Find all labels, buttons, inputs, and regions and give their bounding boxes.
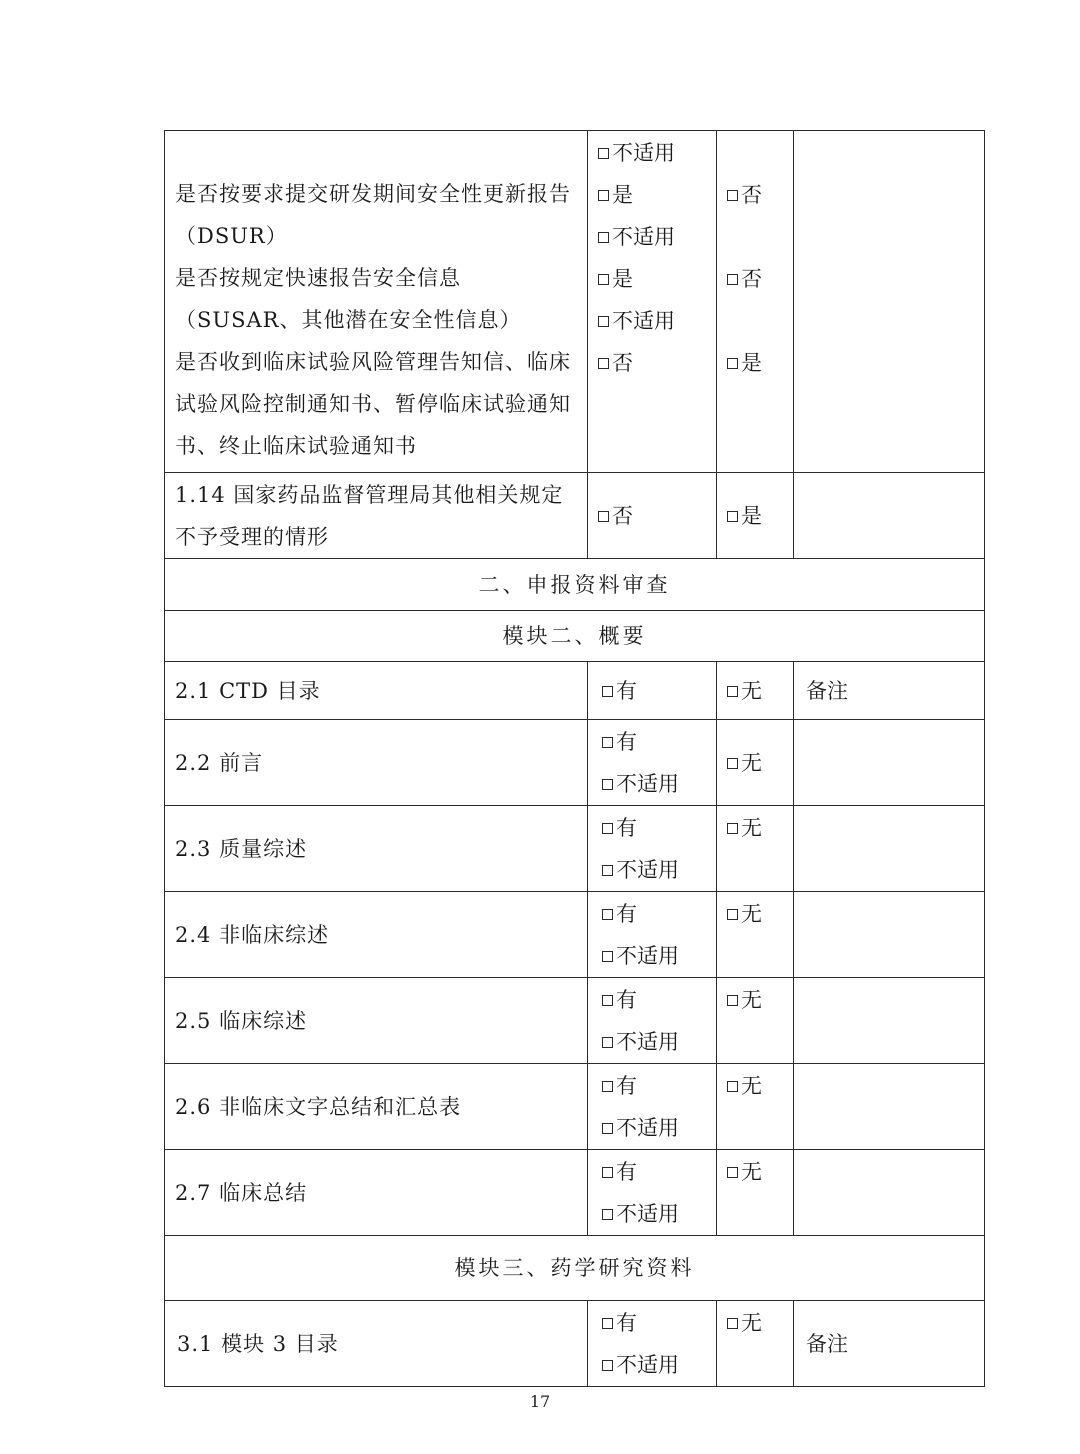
checkbox-icon[interactable]	[602, 686, 613, 697]
checkbox-icon[interactable]	[598, 358, 609, 369]
option[interactable]: 不适用	[602, 763, 716, 805]
option-cell	[588, 806, 717, 892]
option-cell	[717, 1301, 794, 1387]
checkbox-icon[interactable]	[602, 995, 613, 1006]
table-row	[165, 1301, 985, 1387]
option[interactable]: 否	[598, 495, 716, 537]
option-cell	[588, 1150, 717, 1236]
option[interactable]: 有	[602, 1065, 716, 1107]
option-cell	[588, 131, 717, 473]
checkbox-icon[interactable]	[602, 1318, 613, 1329]
option[interactable]: 有	[602, 893, 716, 935]
option[interactable]: 否	[598, 342, 716, 384]
note-cell[interactable]	[794, 978, 985, 1064]
option[interactable]: 无	[727, 1151, 793, 1193]
option[interactable]: 无	[727, 1065, 793, 1107]
item-cell: 2.7 临床总结	[165, 1150, 588, 1236]
checkbox-icon[interactable]	[602, 823, 613, 834]
module-heading: 模块二、概要	[165, 611, 985, 662]
table-row	[165, 1150, 985, 1236]
option[interactable]: 否	[727, 174, 793, 216]
option[interactable]: 无	[727, 807, 793, 849]
option[interactable]: 无	[727, 742, 793, 784]
option[interactable]: 不适用	[598, 300, 716, 342]
table-row	[165, 662, 985, 720]
option-cell	[717, 131, 794, 473]
checkbox-icon[interactable]	[602, 1209, 613, 1220]
checkbox-icon[interactable]	[598, 190, 609, 201]
option[interactable]: 无	[727, 893, 793, 935]
option-cell	[588, 892, 717, 978]
item-cell: 2.1 CTD 目录	[165, 662, 588, 720]
option[interactable]: 不适用	[602, 1344, 716, 1386]
checkbox-icon[interactable]	[727, 758, 738, 769]
option[interactable]: 是	[727, 495, 793, 537]
checkbox-icon[interactable]	[602, 1360, 613, 1371]
table-row	[165, 131, 985, 473]
note-cell[interactable]: 备注	[794, 1301, 985, 1387]
table-row	[165, 1236, 985, 1301]
checkbox-icon[interactable]	[598, 232, 609, 243]
checkbox-icon[interactable]	[727, 1081, 738, 1092]
option-cell	[717, 806, 794, 892]
checkbox-icon[interactable]	[598, 511, 609, 522]
table-row	[165, 978, 985, 1064]
option-cell	[717, 473, 794, 559]
checkbox-icon[interactable]	[598, 316, 609, 327]
option[interactable]: 不适用	[602, 1193, 716, 1235]
option-cell	[588, 978, 717, 1064]
table-row	[165, 720, 985, 806]
option[interactable]: 有	[602, 670, 716, 712]
checkbox-icon[interactable]	[602, 1123, 613, 1134]
option[interactable]: 不适用	[598, 132, 716, 174]
checkbox-icon[interactable]	[602, 951, 613, 962]
checkbox-icon[interactable]	[727, 358, 738, 369]
option[interactable]: 否	[727, 258, 793, 300]
checkbox-icon[interactable]	[602, 865, 613, 876]
item-cell: 1.14 国家药品监督管理局其他相关规定不予受理的情形	[165, 473, 588, 559]
table-row	[165, 892, 985, 978]
option-cell	[717, 1064, 794, 1150]
checkbox-icon[interactable]	[602, 1081, 613, 1092]
page-number: 17	[529, 1392, 551, 1411]
item-text-risk-notice: 是否收到临床试验风险管理告知信、临床试验风险控制通知书、暂停临床试验通知书、终止临床试验通知书	[175, 350, 571, 458]
option-cell	[588, 473, 717, 559]
option-cell	[717, 1150, 794, 1236]
note-cell[interactable]: 备注	[794, 662, 985, 720]
review-checklist-table	[164, 130, 985, 1387]
option-cell	[717, 720, 794, 806]
checkbox-icon[interactable]	[598, 274, 609, 285]
checkbox-icon[interactable]	[727, 909, 738, 920]
note-cell[interactable]	[794, 720, 985, 806]
note-cell[interactable]	[794, 806, 985, 892]
option-cell	[717, 978, 794, 1064]
checkbox-icon[interactable]	[727, 1318, 738, 1329]
table-row	[165, 473, 985, 559]
item-cell: 3.1 模块 3 目录	[165, 1301, 588, 1387]
option[interactable]: 不适用	[602, 1021, 716, 1063]
item-cell: 2.5 临床综述	[165, 978, 588, 1064]
option-cell	[588, 1301, 717, 1387]
table-row	[165, 1064, 985, 1150]
checkbox-icon[interactable]	[727, 995, 738, 1006]
option[interactable]: 有	[602, 979, 716, 1021]
item-cell	[165, 131, 588, 473]
option[interactable]: 不适用	[602, 1107, 716, 1149]
section-heading: 二、申报资料审查	[165, 559, 985, 611]
option[interactable]: 是	[598, 258, 716, 300]
item-cell: 2.3 质量综述	[165, 806, 588, 892]
table-row	[165, 806, 985, 892]
checkbox-icon[interactable]	[727, 823, 738, 834]
checkbox-icon[interactable]	[602, 779, 613, 790]
option[interactable]: 有	[602, 1151, 716, 1193]
option[interactable]: 有	[602, 807, 716, 849]
checkbox-icon[interactable]	[727, 190, 738, 201]
checkbox-icon[interactable]	[602, 1167, 613, 1178]
option-cell	[717, 662, 794, 720]
checkbox-icon[interactable]	[602, 737, 613, 748]
option-cell	[717, 892, 794, 978]
option-cell	[588, 1064, 717, 1150]
checkbox-icon[interactable]	[602, 909, 613, 920]
checkbox-icon[interactable]	[602, 1037, 613, 1048]
module-heading: 模块三、药学研究资料	[165, 1236, 985, 1301]
table-row	[165, 559, 985, 611]
option[interactable]: 无	[727, 1302, 793, 1344]
item-cell: 2.6 非临床文字总结和汇总表	[165, 1064, 588, 1150]
option[interactable]: 不适用	[598, 216, 716, 258]
option[interactable]: 是	[727, 342, 793, 384]
option[interactable]: 无	[727, 979, 793, 1021]
checkbox-icon[interactable]	[727, 1167, 738, 1178]
option-cell	[588, 720, 717, 806]
note-cell[interactable]	[794, 131, 985, 473]
note-cell[interactable]	[794, 473, 985, 559]
option-cell	[588, 662, 717, 720]
option[interactable]: 是	[598, 174, 716, 216]
option[interactable]: 不适用	[602, 935, 716, 977]
checkbox-icon[interactable]	[598, 148, 609, 159]
item-text-susar: 是否按规定快速报告安全信息（SUSAR、其他潜在安全性信息）	[175, 266, 522, 332]
option[interactable]: 有	[602, 721, 716, 763]
note-cell[interactable]	[794, 892, 985, 978]
checkbox-icon[interactable]	[727, 686, 738, 697]
note-cell[interactable]	[794, 1150, 985, 1236]
item-cell: 2.4 非临床综述	[165, 892, 588, 978]
checkbox-icon[interactable]	[727, 511, 738, 522]
table-row	[165, 611, 985, 662]
item-cell: 2.2 前言	[165, 720, 588, 806]
option[interactable]: 不适用	[602, 849, 716, 891]
item-text-dsur: 是否按要求提交研发期间安全性更新报告（DSUR）	[175, 182, 571, 248]
option[interactable]: 无	[727, 670, 793, 712]
checkbox-icon[interactable]	[727, 274, 738, 285]
note-cell[interactable]	[794, 1064, 985, 1150]
option[interactable]: 有	[602, 1302, 716, 1344]
